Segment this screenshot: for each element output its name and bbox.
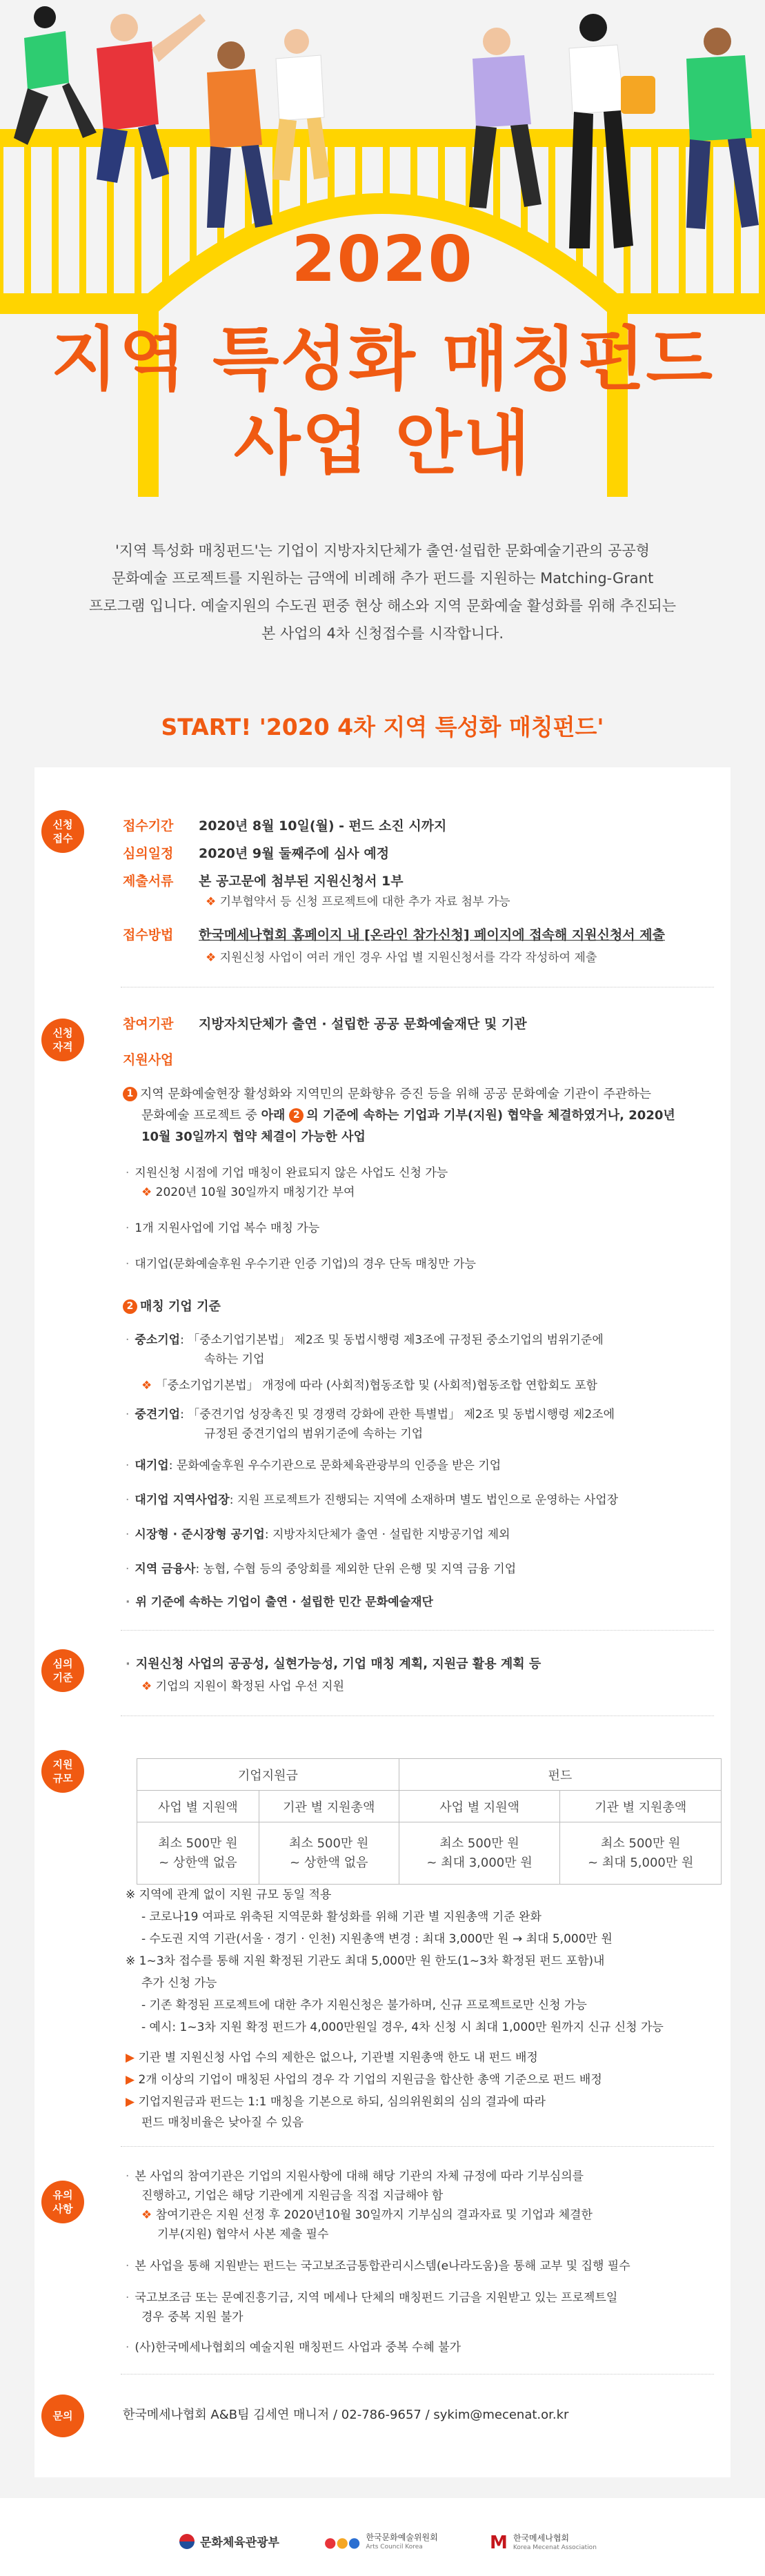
scale-note: - 예시: 1~3차 지원 확정 펀드가 4,000만원일 경우, 4차 신청 시 최대 1,000만 원까지 신규 신청 가능: [141, 2021, 664, 2034]
scale-note: ※ 지역에 관계 없이 지원 규모 동일 적용: [126, 1888, 332, 1902]
qualify-p1-item: · 1개 지원사업에 기업 복수 매칭 가능: [126, 1221, 320, 1235]
logo-mecenat: M 한국메세나협회 Korea Mecenat Association: [490, 2533, 597, 2553]
intro-line: 문화예술 프로젝트를 지원하는 금액에 비례해 추가 펀드를 지원하는 Matching-Grant: [111, 570, 654, 587]
scale-note: 추가 신청 가능: [141, 1976, 217, 1990]
intro-line: 본 사업의 4차 신청접수를 시작합니다.: [261, 625, 504, 642]
qualify-sme-2: 속하는 기업: [204, 1353, 265, 1366]
hero-year: 2020: [291, 222, 474, 296]
hero-banner: [0, 0, 765, 497]
notice-item-cont: 진행하고, 기업은 해당 기관에게 지원금을 직접 지급해야 함: [141, 2189, 444, 2203]
apply-method: 접수방법 한국메세나협회 홈페이지 내 [온라인 참가신청] 페이지에 접속해 지원신청서 제출: [123, 927, 665, 943]
qualify-mid-2: 규정된 중견기업의 범위기준에 속하는 기업: [204, 1427, 424, 1441]
notice-note: ❖ 참여기관은 지원 선정 후 2020년10월 30일까지 기부심의 결과자료 및 기업과 체결한: [141, 2208, 593, 2222]
scale-arrow-item-cont: 펀드 매칭비율은 낮아질 수 있음: [141, 2116, 304, 2130]
qualify-sme: · 중소기업: 「중소기업기본법」 제2조 및 동법시행령 제3조에 규정된 중소기업의 범위기준에: [126, 1333, 604, 1347]
qualify-p1-item: · 지원신청 시점에 기업 매칭이 완료되지 않은 사업도 신청 가능: [126, 1166, 448, 1180]
notice-note-cont: 기부(지원) 협약서 사본 제출 필수: [157, 2228, 329, 2241]
arko-dots-icon: ●●●: [324, 2534, 361, 2550]
notice-item: · 본 사업의 참여기관은 기업의 지원사항에 대해 해당 기관의 자체 규정에 따라 기부심의를: [126, 2170, 584, 2183]
qualify-org: 참여기관 지방자치단체가 출연 · 설립한 공공 문화예술재단 및 기관: [123, 1016, 527, 1032]
apply-method-note: ❖ 지원신청 사업이 여러 개인 경우 사업 별 지원신청서를 각각 작성하여 제출: [206, 951, 597, 965]
scale-note: - 기존 확정된 프로젝트에 대한 추가 지원신청은 불가하며, 신규 프로젝트로만 신청 가능: [141, 1998, 587, 2012]
funds-table: [137, 1758, 722, 1885]
person-left-icon: [14, 6, 97, 145]
scale-note: ※ 1~3차 접수를 통해 지원 확정된 기관도 최대 5,000만 원 한도(1~3차 확정된 펀드 포함)내: [126, 1954, 605, 1968]
funds-cell: 최소 500만 원 ~ 상한액 없음: [259, 1822, 399, 1885]
start-title: START! '2020 4차 지역 특성화 매칭펀드': [161, 714, 604, 740]
funds-col-header: 사업 별 지원액: [399, 1791, 560, 1822]
hero-title-line2: 사업 안내: [233, 403, 532, 484]
qualify-big: · 대기업: 문화예술후원 우수기관으로 문화체육관광부의 인증을 받은 기업: [126, 1459, 501, 1473]
criteria-note: ❖ 기업의 지원이 확정된 사업 우선 지원: [141, 1680, 345, 1693]
divider: [121, 1715, 714, 1716]
criteria-text: · 지원신청 사업의 공공성, 실현가능성, 기업 매칭 계획, 지원금 활용 계획 등: [126, 1657, 542, 1671]
intro-line: '지역 특성화 매칭펀드'는 기업이 지방자치단체가 출연·설립한 문화예술기관의 공공형: [115, 542, 650, 559]
apply-period: 접수기간 2020년 8월 10일(월) - 펀드 소진 시까지: [123, 818, 447, 834]
funds-cell: 최소 500만 원 ~ 최대 5,000만 원: [560, 1822, 722, 1885]
notice-item-cont: 경우 중복 지원 불가: [141, 2310, 244, 2324]
badge-contact: 문의: [41, 2395, 84, 2437]
hero-title-line1: 지역 특성화 매칭펀드: [50, 319, 715, 400]
notice-item: · 본 사업을 통해 지원받는 펀드는 국고보조금통합관리시스템(e나라도움)을 통해 교부 및 집행 필수: [126, 2259, 630, 2273]
footer: [0, 2498, 765, 2576]
intro-text: [41, 537, 724, 647]
badge-qualify: 신청 자격: [41, 1019, 84, 1061]
apply-docs-note: ❖ 기부협약서 등 신청 프로젝트에 대한 추가 자료 첨부 가능: [206, 895, 510, 909]
divider: [121, 2374, 714, 2375]
qualify-p1-item: · 대기업(문화예술후원 우수기관 인증 기업)의 경우 단독 매칭만 가능: [126, 1257, 476, 1271]
badge-criteria: 심의 기준: [41, 1649, 84, 1692]
divider: [121, 1630, 714, 1631]
funds-col-header: 기관 별 지원총액: [560, 1791, 722, 1822]
scale-note: - 코로나19 여파로 위축된 지역문화 활성화를 위해 기관 별 지원총액 기준 완화: [141, 1910, 542, 1924]
scale-arrow-item: ▶ 2개 이상의 기업이 매칭된 사업의 경우 각 기업의 지원금을 합산한 총액 기준으로 펀드 배정: [126, 2073, 602, 2087]
notice-item: · (사)한국메세나협회의 예술지원 매칭펀드 사업과 중복 수혜 불가: [126, 2341, 461, 2354]
qualify-p1-line2: 문화예술 프로젝트 중 아래 2 의 기준에 속하는 기업과 기부(지원) 협약을 체결하였거나, 2020년: [141, 1108, 675, 1123]
badge-apply: 신청 접수: [41, 810, 84, 853]
qualify-sme-note: ❖ 「중소기업기본법」 개정에 따라 (사회적)협동조합 및 (사회적)협동조합 연합회도 포함: [141, 1379, 597, 1393]
scale-note: - 수도권 지역 기관(서울 · 경기 · 인천) 지원총액 변경 : 최대 3,000만 원 → 최대 5,000만 원: [141, 1932, 613, 1946]
qualify-p1-note: ❖ 2020년 10월 30일까지 매칭기간 부여: [141, 1186, 355, 1199]
person-red-icon: [97, 14, 206, 183]
qualify-market: · 시장형 · 준시장형 공기업: 지방자치단체가 출연 · 설립한 지방공기업 제외: [126, 1528, 510, 1542]
funds-col-header: 사업 별 지원액: [137, 1791, 259, 1822]
badge-notice: 유의 사항: [41, 2181, 84, 2223]
qualify-mid: · 중견기업: 「중견기업 성장촉진 및 경쟁력 강화에 관한 특별법」 제2조 및 동법시행령 제2조에: [126, 1408, 615, 1422]
divider: [121, 2146, 714, 2147]
qualify-local: · 대기업 지역사업장: 지원 프로젝트가 진행되는 지역에 소재하며 별도 법인으로 운영하는 사업장: [126, 1493, 619, 1507]
intro-line: 프로그램 입니다. 예술지원의 수도권 편중 현상 해소와 지역 문화예술 활성화를 위해 추진되는: [89, 598, 676, 614]
qualify-project-label: 지원사업: [123, 1052, 174, 1068]
funds-group-header: 기업지원금: [137, 1759, 399, 1791]
qualify-finance: · 지역 금융사: 농협, 수협 등의 중앙회를 제외한 단위 은행 및 지역 금융 기업: [126, 1562, 517, 1576]
apply-docs: 제출서류 본 공고문에 첨부된 지원신청서 1부: [123, 874, 404, 889]
taegeuk-icon: [179, 2534, 195, 2549]
logo-mcst: 문화체육관광부: [179, 2533, 279, 2550]
qualify-above: · 위 기준에 속하는 기업이 출연 · 설립한 민간 문화예술재단: [126, 1595, 433, 1609]
logo-arko: ●●● 한국문화예술위원회 Arts Council Korea: [324, 2533, 438, 2550]
apply-review: 심의일정 2020년 9월 둘째주에 심사 예정: [123, 846, 390, 861]
person-purple-icon: [469, 28, 542, 208]
mecenat-logo-icon: M: [490, 2533, 508, 2553]
funds-col-header: 기관 별 지원총액: [259, 1791, 399, 1822]
badge-scale: 지원 규모: [41, 1750, 84, 1793]
qualify-p1-line3: 10월 30일까지 협약 체결이 가능한 사업: [141, 1130, 366, 1144]
person-green-icon: [686, 28, 759, 229]
notice-item: · 국고보조금 또는 문예진흥기금, 지역 메세나 단체의 매칭펀드 기금을 지원받고 있는 프로젝트일: [126, 2291, 618, 2305]
qualify-p1-line1: 1 지역 문화예술현장 활성화와 지역민의 문화향유 증진 등을 위해 공공 문화예술 기관이 주관하는: [123, 1085, 651, 1104]
qualify-p2-title: 2 매칭 기업 기준: [123, 1297, 221, 1317]
contact-text: 한국메세나협회 A&B팀 김세연 매니저 / 02-786-9657 / sykim@mecenat.or.kr: [123, 2408, 569, 2422]
funds-group-header: 펀드: [399, 1759, 721, 1791]
scale-arrow-item: ▶ 기관 별 지원신청 사업 수의 제한은 없으나, 기관별 지원총액 한도 내 펀드 배정: [126, 2051, 538, 2065]
funds-cell: 최소 500만 원 ~ 상한액 없음: [137, 1822, 259, 1885]
funds-cell: 최소 500만 원 ~ 최대 3,000만 원: [399, 1822, 560, 1885]
scale-arrow-item: ▶ 기업지원금과 펀드는 1:1 매칭을 기본으로 하되, 심의위원회의 심의 결과에 따라: [126, 2095, 546, 2109]
